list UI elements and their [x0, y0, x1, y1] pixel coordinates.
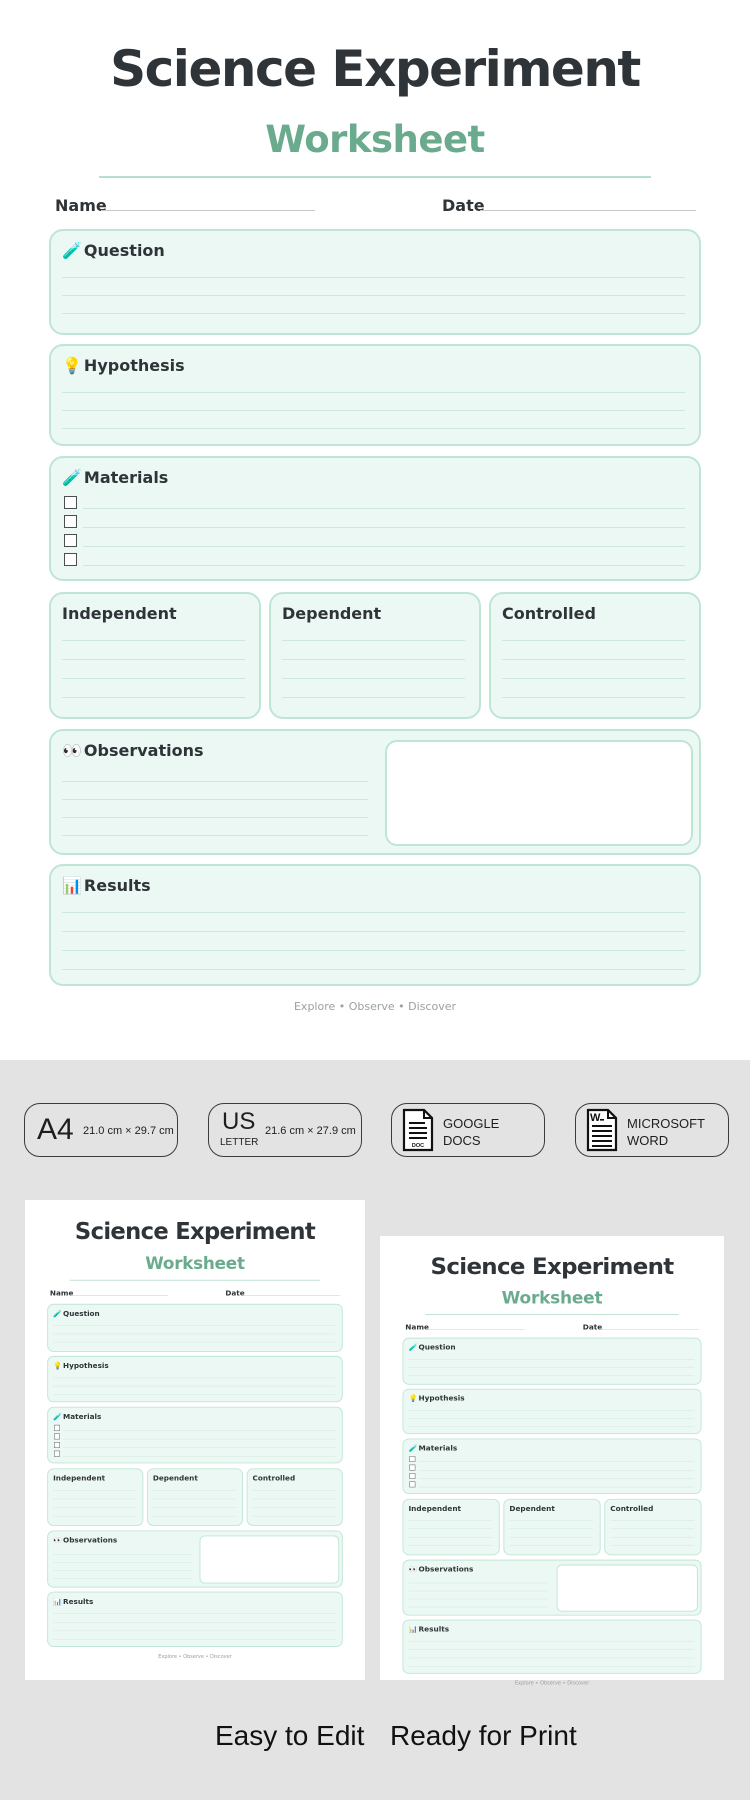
name-field[interactable]	[405, 1323, 429, 1331]
results-heading	[53, 1597, 93, 1606]
microsoft-word-badge	[575, 1103, 729, 1157]
material-checkbox[interactable]	[64, 534, 77, 547]
hypothesis-label: Hypothesis	[83, 356, 185, 375]
question-heading	[53, 1309, 100, 1318]
writing-line	[62, 931, 685, 932]
microsoft-word-text	[627, 1115, 705, 1149]
date-label: Date	[582, 1323, 603, 1332]
controlled-card[interactable]	[604, 1499, 701, 1555]
test-tube-icon: 🧪	[53, 1309, 63, 1318]
results-heading	[62, 876, 151, 895]
writing-line	[62, 410, 685, 411]
material-checkbox[interactable]	[64, 515, 77, 528]
worksheet-subtitle: Worksheet	[265, 118, 485, 161]
material-checkbox[interactable]	[54, 1433, 60, 1439]
question-heading	[62, 241, 165, 260]
independent-card[interactable]	[402, 1499, 499, 1555]
hypothesis-card[interactable]	[402, 1389, 701, 1434]
title-divider	[425, 1314, 678, 1315]
results-heading	[408, 1625, 449, 1633]
hypothesis-label: Hypothesis	[63, 1361, 109, 1370]
us-letter-format-badge	[208, 1103, 362, 1157]
materials-label: Materials	[83, 468, 169, 487]
material-checkbox[interactable]	[64, 553, 77, 566]
test-tube-icon: 🧪	[53, 1412, 63, 1421]
test-tube-icon: 🧪	[62, 468, 82, 487]
observation-drawing-box[interactable]	[200, 1535, 340, 1583]
controlled-label: Controlled	[252, 1473, 296, 1483]
question-label: Question	[418, 1343, 456, 1352]
a4-size: 21.0 cm × 29.7 cm	[83, 1125, 174, 1137]
hypothesis-card[interactable]	[49, 344, 701, 446]
writing-line	[502, 678, 685, 679]
date-label: Date	[225, 1288, 245, 1298]
name-field[interactable]	[55, 196, 107, 215]
writing-line	[282, 697, 465, 698]
materials-label: Materials	[63, 1412, 102, 1421]
easy-to-edit-tagline: Easy to Edit	[215, 1720, 365, 1751]
observations-heading	[53, 1536, 117, 1545]
bar-chart-icon: 📊	[62, 876, 82, 895]
dependent-label: Dependent	[282, 604, 382, 623]
writing-line	[62, 640, 245, 641]
results-card[interactable]	[49, 864, 701, 986]
writing-line	[282, 640, 465, 641]
eyes-icon: 👀	[62, 741, 82, 760]
independent-label: Independent	[408, 1504, 462, 1513]
controlled-label: Controlled	[610, 1504, 654, 1513]
hypothesis-card[interactable]	[47, 1356, 343, 1402]
results-card[interactable]	[402, 1620, 701, 1674]
materials-label: Materials	[418, 1443, 458, 1453]
date-field[interactable]	[583, 1323, 603, 1331]
results-card[interactable]	[47, 1592, 343, 1647]
test-tube-icon: 🧪	[408, 1443, 418, 1453]
material-checkbox[interactable]	[409, 1456, 415, 1462]
bar-chart-icon: 📊	[408, 1624, 418, 1634]
lightbulb-icon: 💡	[62, 356, 82, 375]
worksheet-title: Science Experiment	[74, 1218, 316, 1245]
eyes-icon: 👀	[53, 1535, 63, 1545]
microsoft-label: MICROSOFT	[627, 1116, 705, 1131]
observations-label: Observations	[63, 1535, 118, 1545]
a4-preview-page	[25, 1200, 365, 1660]
results-label: Results	[63, 1597, 94, 1606]
independent-card[interactable]	[47, 1468, 143, 1526]
writing-line	[282, 678, 465, 679]
materials-card[interactable]	[47, 1407, 343, 1464]
worksheet-subtitle: Worksheet	[501, 1288, 603, 1308]
name-label: Name	[405, 1323, 429, 1332]
writing-line	[62, 277, 685, 278]
writing-line	[62, 835, 368, 836]
google-docs-icon	[402, 1109, 434, 1151]
a4-preview-thumbnail	[25, 1200, 365, 1680]
google-label: GOOGLE	[443, 1116, 500, 1131]
microsoft-word-icon	[586, 1109, 618, 1151]
material-checkbox[interactable]	[409, 1482, 415, 1488]
hypothesis-heading	[408, 1394, 464, 1402]
hypothesis-heading	[53, 1361, 109, 1370]
question-card[interactable]	[402, 1338, 701, 1385]
results-label: Results	[83, 876, 151, 895]
writing-line	[62, 428, 685, 429]
writing-line	[62, 817, 368, 818]
independent-label: Independent	[53, 1473, 106, 1483]
results-label: Results	[418, 1624, 450, 1634]
ready-for-print-tagline: Ready for Print	[390, 1720, 577, 1751]
materials-card[interactable]	[49, 456, 701, 581]
observations-label: Observations	[418, 1565, 474, 1574]
worksheet-title: Science Experiment	[110, 40, 640, 98]
hypothesis-label: Hypothesis	[418, 1394, 465, 1403]
date-field[interactable]	[225, 1289, 244, 1298]
dependent-card[interactable]	[147, 1468, 243, 1526]
materials-heading	[408, 1444, 457, 1452]
dependent-label: Dependent	[509, 1504, 555, 1513]
writing-line	[62, 912, 685, 913]
docs-mark: DOC	[411, 1143, 425, 1149]
us-size: 21.6 cm × 27.9 cm	[265, 1125, 356, 1137]
writing-line	[62, 295, 685, 296]
word-mark: W	[590, 1112, 601, 1124]
observations-card[interactable]	[49, 729, 701, 855]
writing-line	[83, 508, 685, 509]
eyes-icon: 👀	[408, 1565, 418, 1574]
writing-line	[282, 659, 465, 660]
letter-preview-thumbnail	[380, 1236, 724, 1686]
question-label: Question	[63, 1309, 100, 1318]
writing-line	[62, 659, 245, 660]
writing-line	[62, 392, 685, 393]
writing-line	[83, 565, 685, 566]
controlled-label: Controlled	[502, 604, 596, 623]
question-label: Question	[83, 241, 165, 260]
independent-card[interactable]	[49, 592, 261, 719]
independent-label: Independent	[62, 604, 177, 623]
word-label: WORD	[627, 1133, 669, 1148]
worksheet-footer: Explore • Observe • Discover	[514, 1680, 590, 1686]
title-divider	[99, 176, 651, 178]
us-label: US	[222, 1108, 256, 1135]
material-checkbox[interactable]	[54, 1425, 60, 1431]
question-card[interactable]	[47, 1304, 343, 1352]
controlled-card[interactable]	[489, 592, 701, 719]
worksheet-preview	[25, 1200, 365, 1660]
worksheet-footer: Explore • Observe • Discover	[293, 1000, 456, 1013]
bar-chart-icon: 📊	[53, 1597, 63, 1606]
a4-label: A4	[37, 1113, 74, 1146]
writing-line	[62, 697, 245, 698]
letter-preview-page	[380, 1236, 724, 1686]
dependent-card[interactable]	[269, 592, 481, 719]
observations-heading	[62, 741, 204, 760]
worksheet-preview	[380, 1236, 724, 1686]
material-checkbox[interactable]	[64, 496, 77, 509]
question-card[interactable]	[49, 229, 701, 335]
material-checkbox[interactable]	[409, 1465, 415, 1471]
writing-line	[502, 640, 685, 641]
observation-drawing-box[interactable]	[385, 740, 693, 846]
name-line	[101, 210, 315, 211]
materials-heading	[62, 468, 168, 487]
worksheet-subtitle: Worksheet	[145, 1253, 245, 1273]
name-label: Name	[55, 196, 107, 215]
writing-line	[83, 527, 685, 528]
writing-line	[62, 781, 368, 782]
google-docs-text	[443, 1115, 499, 1149]
observations-card[interactable]	[47, 1530, 343, 1587]
observations-heading	[408, 1565, 473, 1573]
docs-label: DOCS	[443, 1133, 481, 1148]
writing-line	[62, 313, 685, 314]
lightbulb-icon: 💡	[408, 1394, 418, 1403]
title-divider	[70, 1280, 320, 1281]
observation-drawing-box[interactable]	[557, 1565, 698, 1612]
worksheet-footer: Explore • Observe • Discover	[158, 1653, 232, 1660]
writing-line	[502, 659, 685, 660]
date-field[interactable]	[442, 196, 485, 215]
name-field[interactable]	[50, 1289, 73, 1298]
date-label: Date	[442, 196, 485, 215]
hypothesis-heading	[62, 356, 185, 375]
observations-card[interactable]	[402, 1560, 701, 1616]
test-tube-icon: 🧪	[62, 241, 82, 260]
test-tube-icon: 🧪	[408, 1343, 418, 1352]
google-docs-badge	[391, 1103, 545, 1157]
date-line	[480, 210, 696, 211]
writing-line	[62, 950, 685, 951]
observations-label: Observations	[83, 741, 204, 760]
material-checkbox[interactable]	[54, 1442, 60, 1448]
dependent-label: Dependent	[152, 1473, 198, 1483]
dependent-card[interactable]	[503, 1499, 600, 1555]
name-label: Name	[49, 1288, 74, 1298]
materials-card[interactable]	[402, 1438, 701, 1494]
question-heading	[408, 1343, 455, 1351]
materials-heading	[53, 1412, 101, 1421]
material-checkbox[interactable]	[54, 1451, 60, 1457]
writing-line	[83, 546, 685, 547]
letter-label: LETTER	[220, 1137, 259, 1148]
worksheet-title: Science Experiment	[430, 1253, 674, 1280]
writing-line	[502, 697, 685, 698]
lightbulb-icon: 💡	[53, 1361, 63, 1370]
controlled-card[interactable]	[247, 1468, 343, 1526]
a4-format-badge	[24, 1103, 178, 1157]
writing-line	[62, 799, 368, 800]
material-checkbox[interactable]	[409, 1473, 415, 1479]
writing-line	[62, 969, 685, 970]
writing-line	[62, 678, 245, 679]
